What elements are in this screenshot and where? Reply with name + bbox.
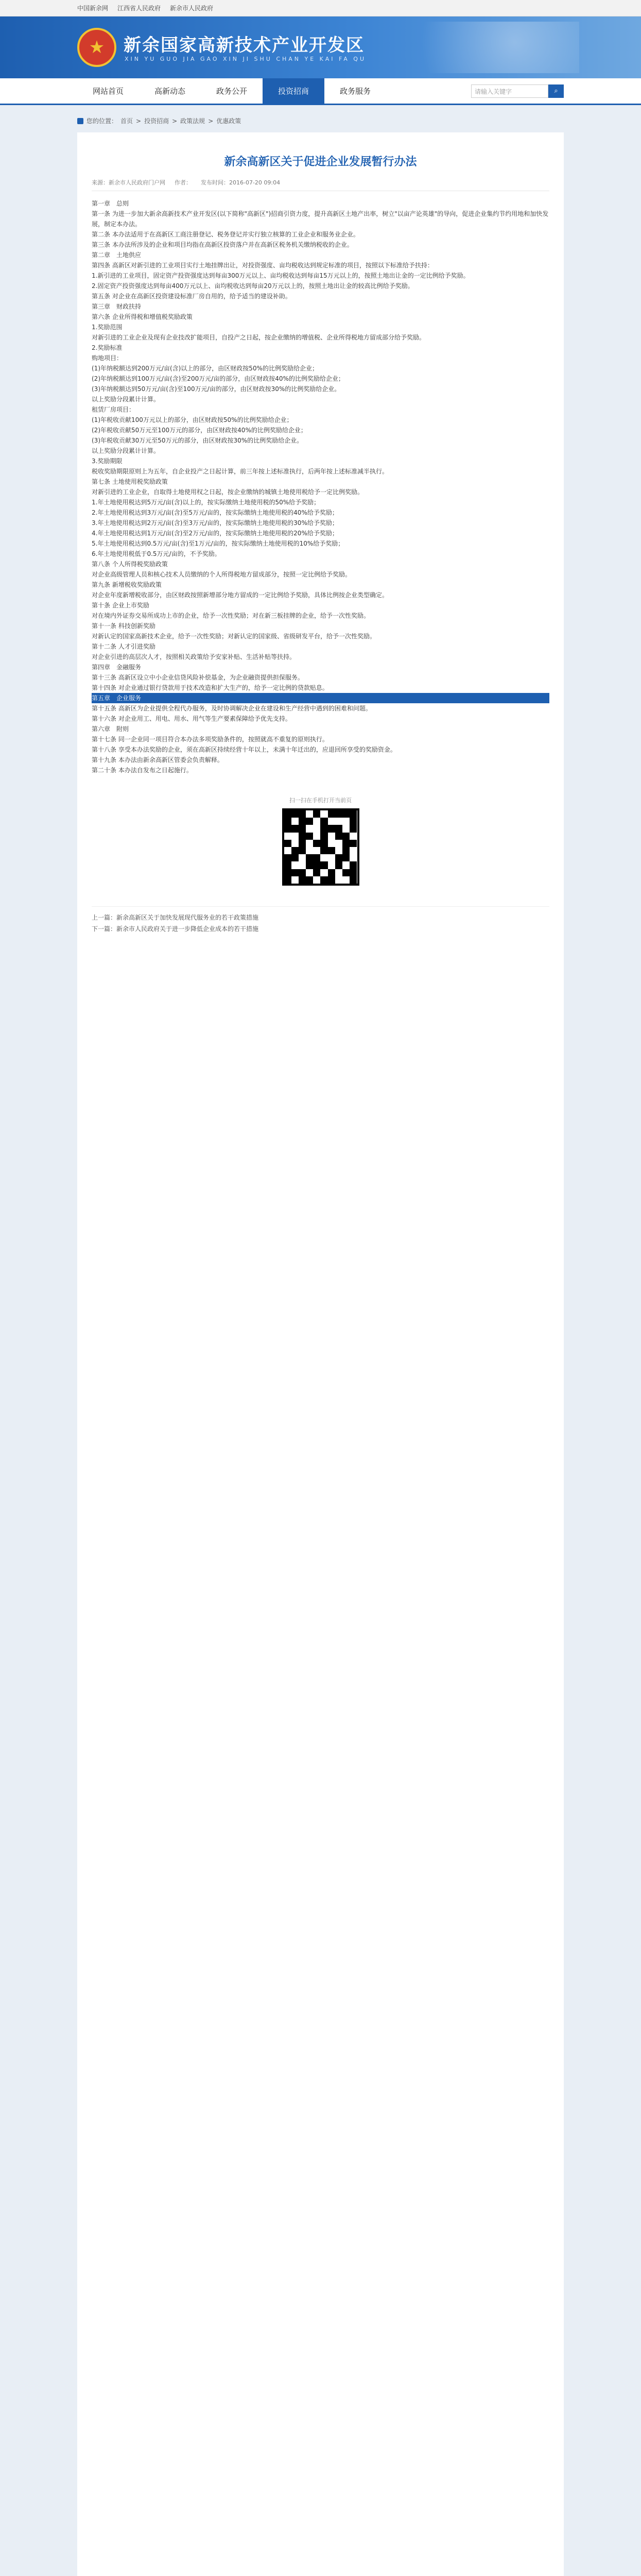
article-paragraph: 对在境内外证券交易所成功上市的企业，给予一次性奖励；对在新三板挂牌的企业，给予一次性奖励。 [92,612,370,619]
article-paragraph: 第十六条 对企业用工、用电、用水、用气等生产要素保障给予优先支持。 [92,715,291,722]
article-paragraph: 第十三条 高新区设立中小企业信贷风险补偿基金，为企业融资提供担保服务。 [92,674,304,681]
article-paragraph: 第七条 土地使用税奖励政策 [92,478,168,485]
article-paragraph: (1)年纳税额达到200万元/亩(含)以上的部分，由区财政按50%的比例奖励给企业； [92,365,318,372]
article-meta [92,178,549,191]
article-paragraph: 2.固定资产投资强度达到每亩400万元以上、亩均税收达到每亩20万元以上的，按照土地出让金的较高比例给予奖励。 [92,282,414,290]
article-paragraph: 第九条 新增税收奖励政策 [92,581,162,588]
nav-item-news[interactable]: 高新动态 [154,86,185,96]
article-paragraph: 第十条 企业上市奖励 [92,602,149,609]
search-input[interactable]: 请输入关键字 [471,84,548,98]
article-paragraph: 以上奖励分段累计计算。 [92,396,160,403]
article-paragraph: 第八条 个人所得税奖励政策 [92,561,168,568]
article-paragraph: 对企业高级管理人员和核心技术人员缴纳的个人所得税地方留成部分，按照一定比例给予奖励。 [92,571,352,578]
breadcrumb: 您的位置： 首页 > 投资招商 > 政策法规 > 优惠政策 [77,116,564,125]
article-paragraph: 对企业年度新增税收部分，由区财政按照新增部分地方留成的一定比例给予奖励，具体比例按企业类型确定。 [92,591,389,599]
article-paragraph: 第六章 附则 [92,725,129,733]
nav-item-services[interactable]: 政务服务 [339,86,371,96]
top-bar [0,0,641,16]
article-paragraph: 第二十条 本办法自发布之日起施行。 [92,767,193,774]
article-paragraph: 第十一条 科技创新奖励 [92,622,155,630]
qr-label: 扫一扫在手机打开当前页 [289,797,352,804]
article-paragraph: (3)年纳税额达到50万元/亩(含)至100万元/亩的部分，由区财政按30%的比例奖励给企业。 [92,385,341,393]
search-bar [471,84,564,98]
breadcrumb-item[interactable]: 政策法规 [180,117,205,125]
article-paragraph: (2)年纳税额达到100万元/亩(含)至200万元/亩的部分，由区财政按40%的比例奖励给企业； [92,375,344,382]
article-title: 新余高新区关于促进企业发展暂行办法 [224,156,417,168]
topbar-link[interactable]: 新余市人民政府 [170,5,214,12]
article-pager [92,906,549,935]
article-paragraph: (2)年税收贡献50万元至100万元的部分，由区财政按40%的比例奖励给企业； [92,427,307,434]
article-paragraph: 第一条 为进一步加大新余高新技术产业开发区(以下简称"高新区")招商引资力度，提升高新区土地产出率，树立"以亩产论英雄"的导向，促进企业集约节约用地和加快发展，制定本办法。 [92,210,549,228]
site-name: 新余国家高新技术产业开发区 [124,35,365,56]
breadcrumb-item[interactable]: 首页 [120,117,133,125]
article-paragraph: 5.年土地使用税达到0.5万元/亩(含)至1万元/亩的，按实际缴纳土地使用税的10%给予奖励； [92,540,344,547]
article-paragraph: 第四条 高新区对新引进的工业项目实行土地挂牌出让，对投资强度、亩均税收达到规定标准的项目，按照以下标准给予扶持： [92,262,434,269]
article-paragraph: 对新引进的工业企业，自取得土地使用权之日起，按企业缴纳的城镇土地使用税给予一定比例奖励。 [92,488,364,496]
prev-article-link[interactable]: 上一篇：新余高新区关于加快发展现代服务业的若干政策措施 [92,914,259,921]
article-paragraph: 租赁厂房项目： [92,406,135,413]
topbar-link[interactable]: 中国新余网 [77,5,109,12]
article-body [92,198,549,775]
article-paragraph: 2.奖励标准 [92,344,123,351]
main-nav [0,78,641,105]
article-date: 发布时间：2016-07-20 09:04 [201,179,281,186]
nav-item-home[interactable]: 网站首页 [92,86,124,96]
breadcrumb-item[interactable]: 投资招商 [144,117,169,125]
site-pinyin: XIN YU GUO JIA GAO XIN JI SHU CHAN YE KAI FA QU [125,56,367,62]
home-icon [77,118,83,124]
header-decoration [363,22,579,73]
article-paragraph: 6.年土地使用税低于0.5万元/亩的，不予奖励。 [92,550,221,557]
article-paragraph: 3.年土地使用税达到2万元/亩(含)至3万元/亩的，按实际缴纳土地使用税的30%给予奖励； [92,519,338,527]
article-paragraph: 第十五条 高新区为企业提供全程代办服务，及时协调解决企业在建设和生产经营中遇到的困难和问题。 [92,705,372,712]
article-paragraph: 第五章 企业服务 [92,693,549,703]
article-paragraph: 第一章 总则 [92,200,129,207]
article-paragraph: 第十九条 本办法由新余高新区管委会负责解释。 [92,756,223,764]
article-paragraph: 第十四条 对企业通过银行贷款用于技术改造和扩大生产的，给予一定比例的贷款贴息。 [92,684,328,691]
article-paragraph: 第三章 财政扶持 [92,303,142,310]
article-card [77,132,564,2576]
article-paragraph: 以上奖励分段累计计算。 [92,447,160,454]
article-paragraph: 3.奖励期限 [92,457,123,465]
article-paragraph: (1)年税收贡献100万元以上的部分，由区财政按50%的比例奖励给企业； [92,416,293,423]
article-paragraph: 第二章 土地供应 [92,251,142,259]
article-author: 作者： [175,179,192,186]
nav-item-investment[interactable]: 投资招商 [263,78,324,105]
article-paragraph: 第四章 金融服务 [92,664,142,671]
article-paragraph: 第十七条 同一企业同一项目符合本办法多项奖励条件的，按照就高不重复的原则执行。 [92,736,328,743]
breadcrumb-item[interactable]: 优惠政策 [216,117,241,125]
article-paragraph: 对新认定的国家高新技术企业，给予一次性奖励；对新认定的国家级、省级研发平台，给予一次性奖励。 [92,633,376,640]
article-paragraph: 1.奖励范围 [92,324,123,331]
article-paragraph: 第十八条 享受本办法奖励的企业，须在高新区持续经营十年以上，未满十年迁出的，应退回所享受的奖励资金。 [92,746,396,753]
article-paragraph: 税收奖励期限原则上为五年，自企业投产之日起计算，前三年按上述标准执行，后两年按上述标准减半执行。 [92,468,389,475]
article-paragraph: 第五条 对企业在高新区投资建设标准厂房自用的，给予适当的建设补助。 [92,293,291,300]
article-paragraph: (3)年税收贡献30万元至50万元的部分，由区财政按30%的比例奖励给企业。 [92,437,303,444]
article-source: 来源：新余市人民政府门户网 [92,179,165,186]
article-paragraph: 对企业引进的高层次人才，按照相关政策给予安家补贴、生活补贴等扶持。 [92,653,296,660]
article-paragraph: 购地项目： [92,354,123,362]
article-paragraph: 第六条 企业所得税和增值税奖励政策 [92,313,193,320]
national-emblem-icon: ★ [77,28,116,67]
next-article-link[interactable]: 下一篇：新余市人民政府关于进一步降低企业成本的若干措施 [92,925,259,933]
article-paragraph: 1.新引进的工业项目，固定资产投资强度达到每亩300万元以上、亩均税收达到每亩15万元以上的，按照土地出让金的一定比例给予奖励。 [92,272,470,279]
article-paragraph: 对新引进的工业企业及现有企业技改扩能项目，自投产之日起，按企业缴纳的增值税、企业所得税地方留成部分给予奖励。 [92,334,426,341]
breadcrumb-prefix: 您的位置： [86,117,118,125]
nav-item-public[interactable]: 政务公开 [216,86,247,96]
qr-area [92,796,549,886]
search-icon[interactable]: ⌕ [548,84,564,98]
qr-code-icon [282,808,359,886]
article-paragraph: 第十二条 人才引进奖励 [92,643,155,650]
article-paragraph: 2.年土地使用税达到3万元/亩(含)至5万元/亩的，按实际缴纳土地使用税的40%给予奖励； [92,509,338,516]
article-paragraph: 4.年土地使用税达到1万元/亩(含)至2万元/亩的，按实际缴纳土地使用税的20%给予奖励； [92,530,338,537]
article-paragraph: 1.年土地使用税达到5万元/亩(含)以上的，按实际缴纳土地使用税的50%给予奖励； [92,499,320,506]
article-paragraph: 第三条 本办法所涉及的企业和项目均指在高新区投资落户并在高新区税务机关缴纳税收的企业。 [92,241,353,248]
article-paragraph: 第二条 本办法适用于在高新区工商注册登记、税务登记并实行独立核算的工业企业和服务业企业。 [92,231,359,238]
site-header [0,16,641,78]
topbar-link[interactable]: 江西省人民政府 [117,5,161,12]
